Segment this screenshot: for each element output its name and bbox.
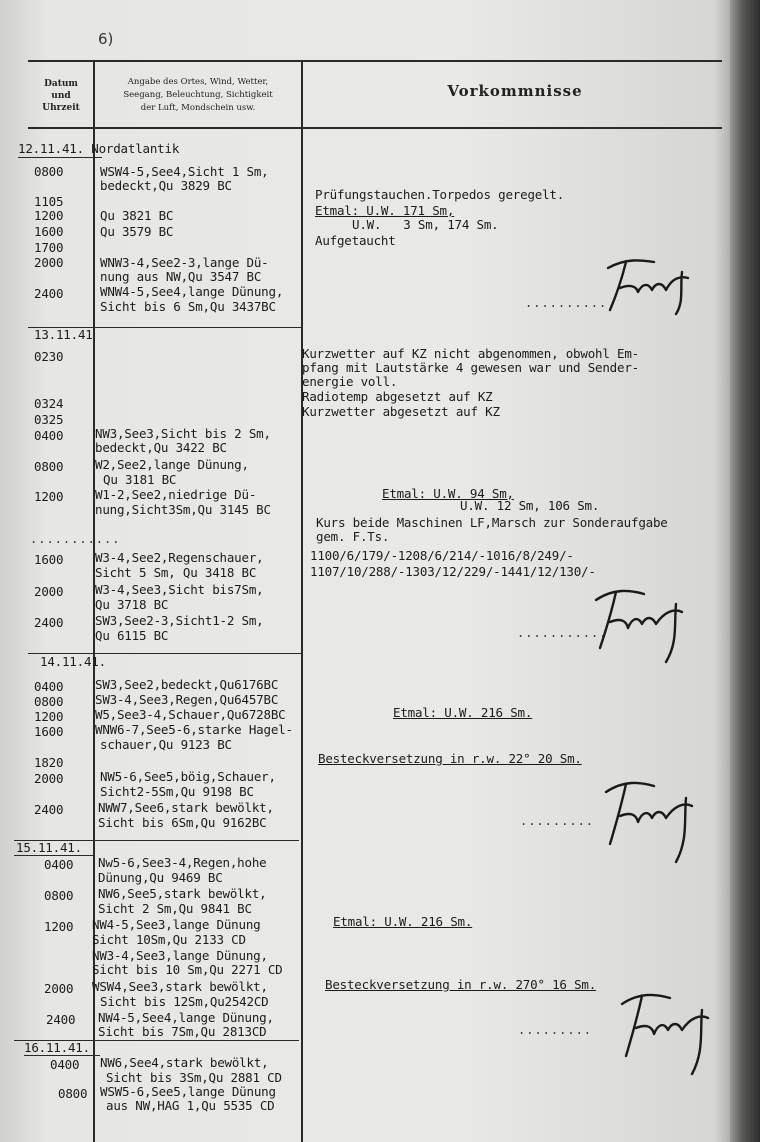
header-angabe-line: Angabe des Ortes, Wind, Wetter, [127,77,269,87]
header-bottom-rule [28,127,722,129]
entry-event: Etmal: U.W. 94 Sm, [382,486,514,501]
entry-event: U.W. 12 Sm, 106 Sm. [460,498,600,513]
entry-time: 1700 [34,240,64,255]
entry-event: 1100/6/179/-1208/6/214/-1016/8/249/- [310,548,574,563]
entry-weather: bedeckt,Qu 3422 BC [95,440,227,455]
handwritten-signature [596,248,706,318]
entry-weather: Qu 3821 BC [100,208,174,223]
entry-time: 0400 [50,1057,80,1072]
header-datum [30,78,92,114]
entry-weather: Qu 3579 BC [100,224,174,239]
entry-event: Besteckversetzung in r.w. 270° 16 Sm. [325,977,597,992]
entry-time: 1600 [34,724,64,739]
entry-time: 2400 [46,1012,76,1027]
entry-time: 0800 [58,1086,88,1101]
signature-dotted-line: ........... [517,626,608,640]
entry-weather: WSW5-6,See5,lange Dünung [100,1084,276,1099]
entry-event: Etmal: U.W. 216 Sm. [333,914,473,929]
day-heading: 15.11.41. [16,840,82,855]
entry-time: 1200 [44,919,74,934]
entry-time: 0800 [34,459,64,474]
entry-time: 1200 [34,208,64,223]
day-underline [14,855,94,856]
entry-event: Kurs beide Maschinen LF,Marsch zur Sonderaufgabe [316,515,668,530]
header-angabe-line: Seegang, Beleuchtung, Sichtigkeit [123,90,273,100]
entry-time: 1600 [34,224,64,239]
entry-weather: Sicht bis 10 Sm,Qu 2271 CD [92,962,283,977]
entry-weather: W3-4,See2,Regenschauer, [95,550,264,565]
entry-weather: W2,See2,lange Dünung, [95,457,249,472]
day-heading: 12.11.41. Nordatlantik [18,141,180,156]
header-angabe [98,76,298,115]
day-heading: 16.11.41. [24,1040,90,1055]
entry-weather: WNW4-5,See4,lange Dünung, [100,284,284,299]
entry-time: 2000 [34,584,64,599]
entry-weather: Sicht 2 Sm,Qu 9841 BC [98,901,252,916]
header-datum-line: Uhrzeit [42,103,80,113]
entry-weather: NW6,See4,stark bewölkt, [100,1055,269,1070]
entry-weather: WNW6-7,See5-6,starke Hagel- [95,722,293,737]
page-edge-shadow [730,0,760,1142]
entry-time: 0800 [34,164,64,179]
entry-weather: WNW3-4,See2-3,lange Dü- [100,255,269,270]
entry-time: 0400 [34,679,64,694]
handwritten-signature [612,980,737,1080]
day-heading: 14.11.41. [40,654,106,669]
day-underline [18,157,102,158]
entry-event: gem. F.Ts. [316,529,390,544]
entry-weather: Sicht 10Sm,Qu 2133 CD [92,932,246,947]
entry-event: Etmal: U.W. 171 Sm, [315,203,455,218]
entry-weather: NW4-5,See3,lange Dünung [92,917,261,932]
entry-event: Radiotemp abgesetzt auf KZ [302,389,493,404]
entry-event: energie voll. [302,374,398,389]
entry-time: 0800 [34,694,64,709]
entry-weather: Sicht bis 12Sm,Qu2542CD [100,994,269,1009]
entry-weather: Nw5-6,See3-4,Regen,hohe [98,855,267,870]
entry-time: 0400 [34,428,64,443]
entry-time: 1820 [34,755,64,770]
entry-weather: WSW4-5,See4,Sicht 1 Sm, [100,164,269,179]
entry-time: 1200 [34,709,64,724]
header-angabe-line: der Luft, Mondschein usw. [140,103,256,113]
entry-time: 0324 [34,396,64,411]
entry-event: Kurzwetter abgesetzt auf KZ [302,404,500,419]
entry-event: Kurzwetter auf KZ nicht abgenommen, obwohl Em- [302,346,639,361]
entry-time: 0230 [34,349,64,364]
signature-dotted-line: ......... [518,1023,593,1037]
entry-weather: bedeckt,Qu 3829 BC [100,178,232,193]
entry-time: 2000 [34,255,64,270]
entry-time: 2400 [34,802,64,817]
entry-weather: schauer,Qu 9123 BC [100,737,232,752]
header-vorkommnisse: Vorkommnisse [447,82,583,100]
entry-time: 1600 [34,552,64,567]
entry-time: 2000 [34,771,64,786]
handwritten-signature [586,578,706,668]
entry-weather: aus NW,HAG 1,Qu 5535 CD [106,1098,275,1113]
entry-event: U.W. 3 Sm, 174 Sm. [352,217,499,232]
entry-event: Besteckversetzung in r.w. 22° 20 Sm. [318,751,582,766]
signature-dotted-line: .......... [525,296,608,310]
column-divider-2 [301,60,303,1142]
entry-weather: Sicht bis 3Sm,Qu 2881 CD [106,1070,282,1085]
day-heading: 13.11.41 [34,327,93,342]
handwritten-signature [596,768,716,868]
header-datum-line: Datum [44,79,78,89]
entry-weather: Qu 6115 BC [95,628,169,643]
entry-weather: NWW7,See6,stark bewölkt, [98,800,274,815]
dotted-line: ........... [30,532,121,546]
entry-weather: W3-4,See3,Sicht bis7Sm, [95,582,264,597]
entry-time: 0325 [34,412,64,427]
entry-weather: WSW4,See3,stark bewölkt, [92,979,268,994]
entry-weather: Dünung,Qu 9469 BC [98,870,223,885]
entry-weather: Qu 3718 BC [95,597,169,612]
entry-weather: NW5-6,See5,böig,Schauer, [100,769,276,784]
entry-weather: W1-2,See2,niedrige Dü- [95,487,257,502]
entry-weather: Sicht2-5Sm,Qu 9198 BC [100,784,254,799]
entry-weather: Sicht 5 Sm, Qu 3418 BC [95,565,257,580]
entry-weather: NW4-5,See4,lange Dünung, [98,1010,274,1025]
entry-weather: SW3,See2-3,Sicht1-2 Sm, [95,613,264,628]
entry-time: 1105 [34,194,64,209]
entry-time: 2400 [34,286,64,301]
entry-weather: NW3,See3,Sicht bis 2 Sm, [95,426,271,441]
entry-event: Aufgetaucht [315,233,396,248]
entry-weather: SW3-4,See3,Regen,Qu6457BC [95,692,279,707]
entry-event: Etmal: U.W. 216 Sm. [393,705,533,720]
entry-time: 0400 [44,857,74,872]
entry-time: 2400 [34,615,64,630]
entry-weather: nung,Sicht3Sm,Qu 3145 BC [95,502,271,517]
entry-weather: NW3-4,See3,lange Dünung, [92,948,268,963]
entry-weather: NW6,See5,stark bewölkt, [98,886,267,901]
entry-time: 1200 [34,489,64,504]
day-underline [24,1055,100,1056]
page-number: 6) [98,30,114,48]
entry-weather: Sicht bis 7Sm,Qu 2813CD [98,1024,267,1039]
entry-weather: nung aus NW,Qu 3547 BC [100,269,262,284]
entry-weather: SW3,See2,bedeckt,Qu6176BC [95,677,279,692]
entry-weather: Qu 3181 BC [103,472,177,487]
signature-dotted-line: ......... [520,814,595,828]
entry-event: 1107/10/288/-1303/12/229/-1441/12/130/- [310,564,596,579]
table-top-rule [28,60,722,62]
entry-time: 2000 [44,981,74,996]
header-datum-line: und [51,91,71,101]
entry-weather: Sicht bis 6Sm,Qu 9162BC [98,815,267,830]
entry-weather: W5,See3-4,Schauer,Qu6728BC [95,707,286,722]
entry-event: pfang mit Lautstärke 4 gewesen war und Sender- [302,360,639,375]
entry-event: Prüfungstauchen.Torpedos geregelt. [315,187,565,202]
entry-weather: Sicht bis 6 Sm,Qu 3437BC [100,299,276,314]
entry-time: 0800 [44,888,74,903]
